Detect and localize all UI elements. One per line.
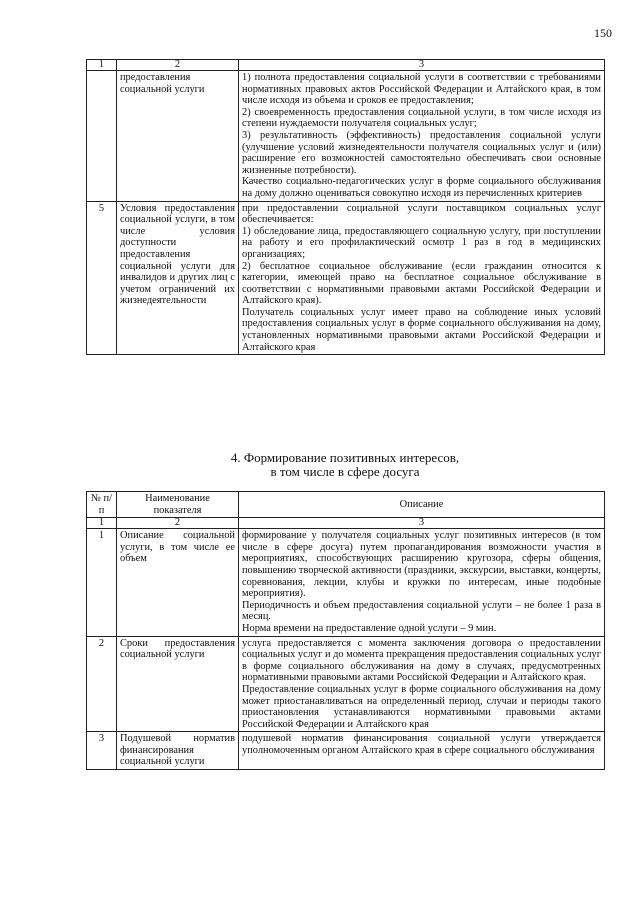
column-index-2: 2 <box>117 60 239 71</box>
row-number: 3 <box>87 732 117 770</box>
indicator-name: предоставления социальной услуги <box>117 71 239 202</box>
description-paragraph: подушевой норматив финансирования социальной услуги утверждается уполномоченным органом Алтайского края в сфере социального обслуживания <box>242 733 601 756</box>
table-header-row <box>87 492 605 518</box>
row-number <box>87 71 117 202</box>
section-heading-line-2: в том числе в сфере досуга <box>270 464 420 479</box>
table-row <box>87 71 605 202</box>
description-paragraph: Получатель социальных услуг имеет право на соблюдение иных условий предоставления социальных услуг в форме социального обслуживания на дому, установленных нормативными правовыми актами Российской Федерации и Алтайского края <box>242 306 601 353</box>
table-row <box>87 529 605 636</box>
services-table-continued <box>86 59 605 355</box>
indicator-description <box>239 732 605 770</box>
header-number: № п/п <box>87 492 117 518</box>
column-index-3: 3 <box>239 518 605 529</box>
column-index-1: 1 <box>87 60 117 71</box>
indicator-description <box>239 71 605 202</box>
description-paragraph: Норма времени на предоставление одной услуги – 9 мин. <box>242 622 497 634</box>
indicator-description <box>239 636 605 732</box>
description-paragraph: Качество социально-педагогических услуг в форме социального обслуживания на дому должно оцениваться совокупно исходя из перечисленных критериев <box>242 176 601 199</box>
indicator-name: Сроки предоставления социальной услуги <box>117 636 239 732</box>
column-index-1: 1 <box>87 518 117 529</box>
description-paragraph: 1) обследование лица, предоставляющего социальную услугу, при поступлении на работу и его профилактический осмотр 1 раз в год в медицинских организациях; <box>242 225 601 260</box>
description-paragraph: при предоставлении социальной услуги поставщиком социальных услуг обеспечивается: <box>242 202 601 226</box>
table-row <box>87 732 605 770</box>
description-paragraph: 1) полнота предоставления социальной услуги в соответствии с требованиями нормативных правовых актов Российской Федерации и Алтайского края, в том числе исходя из объема и сроков ее предоставления; <box>242 72 601 107</box>
description-paragraph: Предоставление социальных услуг в форме социального обслуживания на дому может приостанавливаться на определенный период, случаи и периоды такого приостановления устанавливаются нормативными правовыми актами Российской Федерации и Алтайского края <box>242 683 601 730</box>
row-number: 2 <box>87 636 117 732</box>
section-heading-line-1: 4. Формирование позитивных интересов, <box>230 450 460 465</box>
description-paragraph: услуга предоставляется с момента заключения договора о предоставлении социальных услуг и до момента прекращения предоставления социальных услуг в форме социального обслуживания на дому в случаях, предусмотренных нормативными правовыми актами Российской Федерации и Алтайского края. <box>242 637 601 684</box>
column-index-2: 2 <box>117 518 239 529</box>
header-description: Описание <box>239 492 605 518</box>
description-paragraph: 2) бесплатное социальное обслуживание (если гражданин относится к категории, имеющей право на бесплатное социальное обслуживание в соответствии с нормативными правовыми актами Российской Федерации и Алтайского края). <box>242 260 601 307</box>
description-paragraph: формирование у получателя социальных услуг позитивных интересов (в том числе в сфере досуга) путем пропагандирования возможности участия в мероприятиях, способствующих расширению кругозора, сферы общения, повышению творческой активности (праздники, экскурсии, выставки, концерты, соревнования, лекции, клубы и кружки по интересам, иные подобные мероприятия). <box>242 530 601 600</box>
section-heading <box>86 451 604 479</box>
indicator-description <box>239 529 605 636</box>
description-paragraph: 2) своевременность предоставления социальной услуги, в том числе исходя из степени нуждаемости получателя социальных услуг; <box>242 106 601 130</box>
page-number: 150 <box>594 26 612 40</box>
indicator-name: Описание социальной услуги, в том числе ее объем <box>117 529 239 636</box>
indicator-name: Подушевой норматив финансирования социальной услуги <box>117 732 239 770</box>
services-table <box>86 491 605 770</box>
column-index-3: 3 <box>239 60 605 71</box>
row-number: 5 <box>87 201 117 355</box>
column-index-row <box>87 518 605 529</box>
indicator-name: Условия предоставления социальной услуги, в том числе условия доступности предоставления социальной услуги для инвалидов и других лиц с учетом ограничений их жизнедеятельности <box>117 201 239 355</box>
row-number: 1 <box>87 529 117 636</box>
table-row <box>87 636 605 732</box>
description-paragraph: 3) результативность (эффективность) предоставления социальной услуги (улучшение условий жизнедеятельности получателя социальных услуг и (или) расширение его возможностей самостоятельно обеспечивать свои основные жизненные потребности). <box>242 129 601 176</box>
description-paragraph: Периодичность и объем предоставления социальной услуги – не более 1 раза в месяц. <box>242 599 601 623</box>
column-index-row <box>87 60 605 71</box>
indicator-description <box>239 201 605 355</box>
table-row <box>87 201 605 355</box>
header-indicator-name: Наименование показателя <box>117 492 239 518</box>
